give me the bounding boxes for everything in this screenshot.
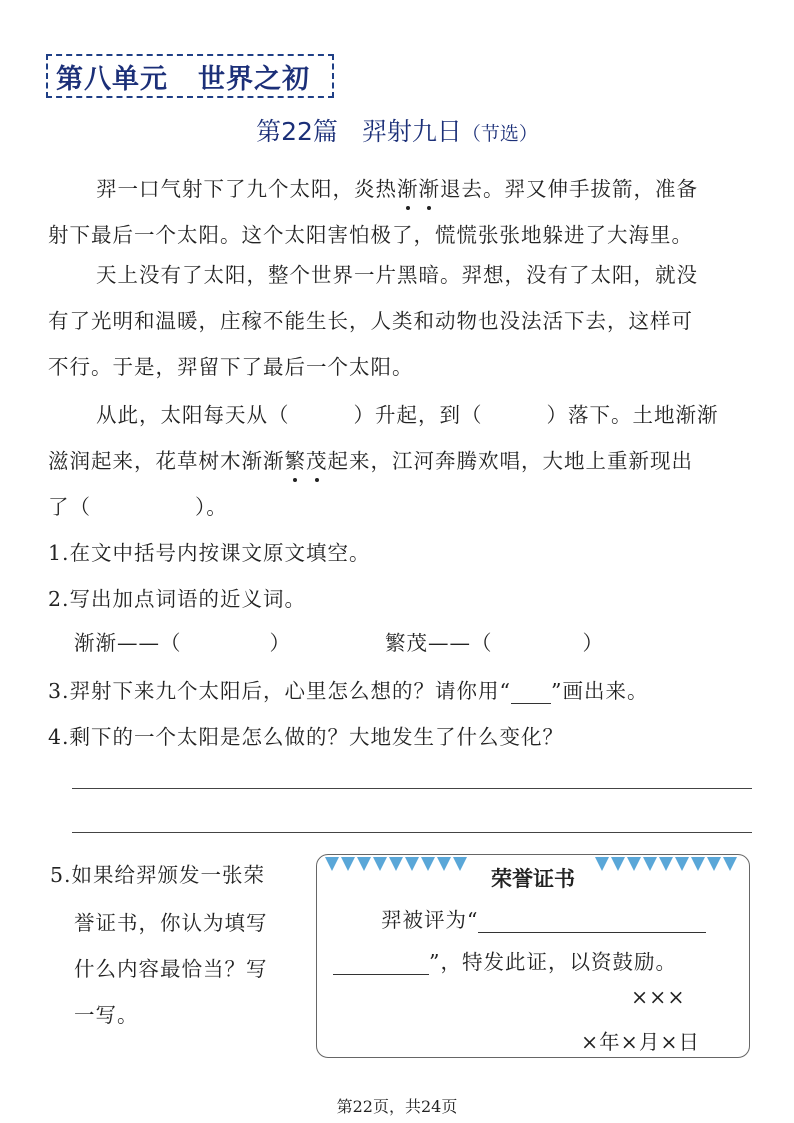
passage-line-2: 射下最后一个太阳。这个太阳害怕极了，慌慌张张地躲进了大海里。 xyxy=(48,223,693,247)
unit-title-number: 第八单元 xyxy=(56,63,168,95)
certificate-blank-2[interactable] xyxy=(333,954,429,975)
answer-line-2[interactable] xyxy=(72,832,752,833)
certificate-line-2 xyxy=(333,945,677,975)
passage-line-5: 不行。于是，羿留下了最后一个太阳。 xyxy=(48,355,414,379)
question-5-line-1: 5.如果给羿颁发一张荣 xyxy=(50,863,266,887)
page-footer: 第22页，共24页 xyxy=(336,1097,458,1116)
question-2: 2.写出加点词语的近义词。 xyxy=(48,587,307,611)
question-3 xyxy=(48,674,649,704)
passage-text: 了（ xyxy=(48,495,91,519)
certificate-title: 荣誉证书 xyxy=(491,867,575,891)
lesson-number: 第22篇 xyxy=(256,117,338,146)
certificate-text: 羿被评为“ xyxy=(381,908,479,932)
certificate-date: ×年×月×日 xyxy=(581,1030,701,1054)
unit-title-theme: 世界之初 xyxy=(198,63,310,95)
synonym-prompt-1: 渐渐——（ xyxy=(74,631,182,655)
passage-text: ）落下。土地渐渐 xyxy=(546,403,719,427)
lesson-name: 羿射九日 xyxy=(361,117,462,146)
synonym-prompt-2: 繁茂——（ xyxy=(385,631,493,655)
passage-text: 退去。羿又伸手拔箭，准备 xyxy=(440,177,698,201)
passage-line-8 xyxy=(48,490,228,520)
passage-line-4: 有了光明和温暖，庄稼不能生长，人类和动物也没法活下去，这样可 xyxy=(48,309,693,333)
question-1: 1.在文中括号内按课文原文填空。 xyxy=(48,541,371,565)
passage-text: 滋润起来，花草树木渐渐 xyxy=(48,449,285,473)
question-5-line-3: 什么内容最恰当？写 xyxy=(74,957,268,981)
question-5-line-4: 一写。 xyxy=(74,1003,139,1027)
passage-text: 起来，江河奔腾欢唱，大地上重新现出 xyxy=(327,449,693,473)
wavy-line-sample xyxy=(511,687,551,704)
passage-line-1 xyxy=(96,172,698,202)
passage-line-6 xyxy=(96,398,719,428)
passage-line-7 xyxy=(48,444,693,474)
paren-close: ） xyxy=(582,631,604,655)
honor-certificate xyxy=(316,854,750,1058)
question-3-text: ”画出来。 xyxy=(551,679,649,703)
lesson-note: （节选） xyxy=(461,123,538,145)
certificate-text: ”，特发此证，以资鼓励。 xyxy=(429,950,677,974)
paren-close: ） xyxy=(269,631,291,655)
dotted-char: 茂 xyxy=(306,444,328,474)
certificate-signature: ××× xyxy=(631,985,686,1009)
dotted-char: 渐 xyxy=(397,172,419,202)
dotted-char: 繁 xyxy=(285,444,307,474)
answer-line-1[interactable] xyxy=(72,788,752,789)
passage-text: 从此，太阳每天从（ xyxy=(96,403,290,427)
unit-title xyxy=(46,54,334,98)
dotted-char: 渐 xyxy=(419,172,441,202)
question-5-line-2: 誉证书，你认为填写 xyxy=(74,911,268,935)
passage-line-3: 天上没有了太阳，整个世界一片黑暗。羿想，没有了太阳，就没 xyxy=(96,263,698,287)
lesson-title xyxy=(0,112,794,148)
passage-text: ）升起，到（ xyxy=(353,403,483,427)
passage-text: 羿一口气射下了九个太阳，炎热 xyxy=(96,177,397,201)
certificate-blank-1[interactable] xyxy=(478,912,706,933)
question-4: 4.剩下的一个太阳是怎么做的？大地发生了什么变化？ xyxy=(48,725,565,749)
question-3-text: 3.羿射下来九个太阳后，心里怎么想的？请你用“ xyxy=(48,679,512,703)
certificate-line-1 xyxy=(381,903,706,933)
question-2-answers xyxy=(74,626,604,656)
passage-text: ）。 xyxy=(195,495,228,519)
